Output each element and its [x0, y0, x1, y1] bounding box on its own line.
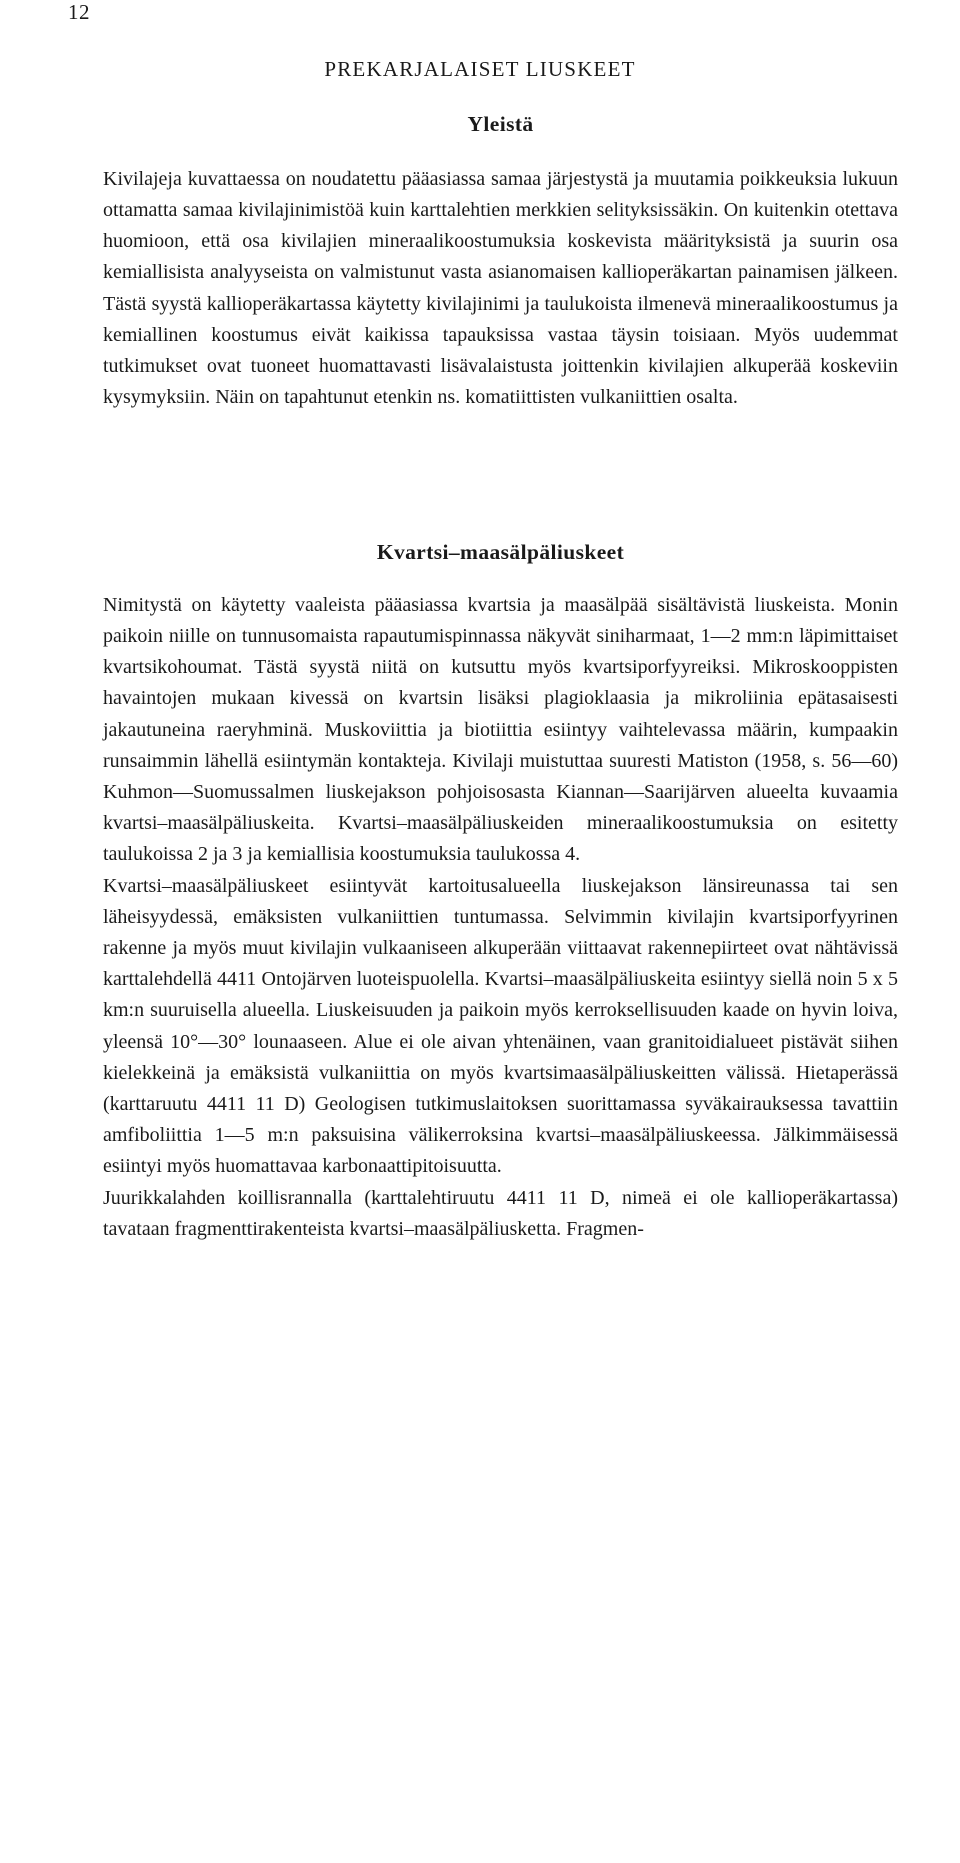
paragraph: Nimitystä on käytetty vaaleista pääasiassa kvartsia ja maasälpää sisältävistä liuskeista. Monin paikoin niille on tunnusomaista rapautumispinnassa näkyvät siniharmaat, 1—2 mm:n läpimittaiset kvartsikohoumat. Tästä syystä niitä on kutsuttu myös kvartsiporfyyreiksi. Mikroskooppisten havaintojen mukaan kivessä on kvartsin lisäksi plagioklaasia ja mikroliinia epätasaisesti jakautuneina raeryhminä. Muskoviittia ja biotiittia esiintyy vaihtelevassa määrin, kumpaakin runsaimmin lähellä esiintymän kontakteja. Kivilaji muistuttaa suuresti Matiston (1958, s. 56—60) Kuhmon—Suomussalmen liuskejakson pohjoisosasta Kiannan—Saarijärven alueelta kuvaamia kvartsi–maasälpäliuskeita. Kvartsi–maasälpäliuskeiden mineraalikoostumuksia on esitetty taulukoissa 2 ja 3 ja kemiallisia koostumuksia taulukossa 4. [103, 593, 898, 866]
running-title: PREKARJALAISET LIUSKEET [324, 57, 636, 81]
section-heading: Kvartsi–maasälpäliuskeet [376, 540, 625, 564]
paragraph: Juurikkalahden koillisrannalla (karttalehtiruutu 4411 11 D, nimeä ei ole kallioperäkartassa) tavataan fragmenttirakenteista kvartsi–maasälpäliusketta. Fragmen- [103, 1186, 898, 1240]
paragraph: Kivilajeja kuvattaessa on noudatettu pääasiassa samaa järjestystä ja muutamia poikkeuksia lukuun ottamatta samaa kivilajinimistöä kuin karttalehtien merkkien selityksissäkin. On kuitenkin otettava huomioon, että osa kivilajien mineraalikoostumuksia koskevista määrityksistä ja suurin osa kemiallisista analyyseista on valmistunut vasta asianomaisen kallioperäkartan painamisen jälkeen. Tästä syystä kallioperäkartassa käytetty kivilajinimi ja taulukoista ilmenevä mineraalikoostumus ja kemiallinen koostumus eivät kaikissa tapauksissa vastaa täysin toisiaan. Myös uudemmat tutkimukset ovat tuoneet huomattavasti lisävalaistusta joittenkin kivilajien alkuperää koskeviin kysymyksiin. Näin on tapahtunut etenkin ns. komatiittisten vulkaniittien osalta. [103, 167, 898, 409]
paragraph: Kvartsi–maasälpäliuskeet esiintyvät kartoitusalueella liuskejakson länsireunassa tai sen läheisyydessä, emäksisten vulkaniittien tuntumassa. Selvimmin kivilajin kvartsiporfyyrinen rakenne ja myös muut kivilajin vulkaaniseen alkuperään viittaavat rakennepiirteet ovat nähtävissä karttalehdellä 4411 Ontojärven luoteispuolella. Kvartsi–maasälpäliuskeita esiintyy siellä noin 5 x 5 km:n suuruisella alueella. Liuskeisuuden ja paikoin myös kerroksellisuuden kaade on hyvin loiva, yleensä 10°—30° lounaaseen. Alue ei ole aivan yhtenäinen, vaan granitoidialueet pistävät siihen kielekkeinä ja emäksistä vulkaniittia on myös kvartsimaasälpäliuskeitten välissä. Hietaperässä (karttaruutu 4411 11 D) Geologisen tutkimuslaitoksen suorittamassa syväkairauksessa tavattiin amfiboliittia 1—5 m:n paksuisina välikerroksina kvartsi–maasälpäliuskeessa. Jälkimmäisessä esiintyi myös huomattavaa karbonaattipitoisuutta. [103, 874, 898, 1178]
section-quartz-feldspar-schists [103, 540, 898, 1245]
page-number: 12 [68, 0, 90, 24]
section-heading: Yleistä [467, 112, 534, 136]
section-general [103, 112, 898, 413]
